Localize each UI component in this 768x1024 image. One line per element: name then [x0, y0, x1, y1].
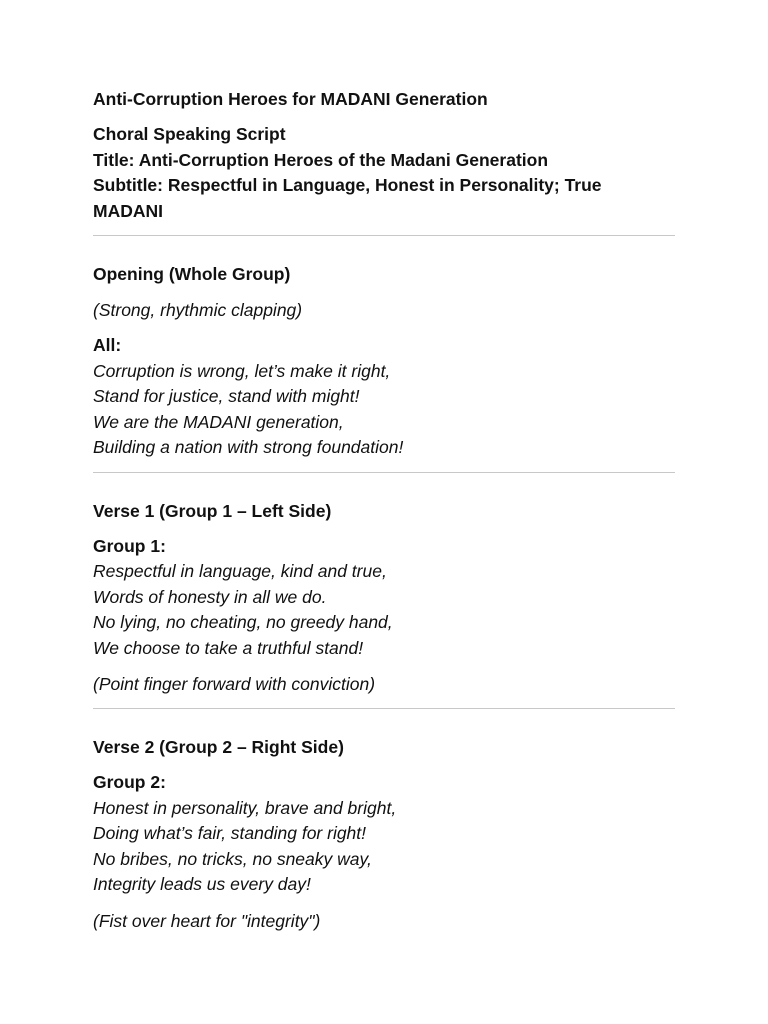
speaker-label: All:: [93, 335, 122, 355]
section-divider: [93, 708, 675, 709]
verse-line: No bribes, no tricks, no sneaky way,: [93, 848, 372, 869]
verse-line: No lying, no cheating, no greedy hand,: [93, 612, 393, 632]
verse-line: Doing what’s fair, standing for right!: [93, 823, 367, 843]
verse-line: We choose to take a truthful stand!: [93, 637, 364, 658]
section-divider: [93, 235, 675, 236]
script-subtitle: Subtitle: Respectful in Language, Honest in Personality; True MADANI: [93, 175, 602, 221]
speaker-label: Group 2:: [93, 772, 166, 792]
stage-direction: (Point finger forward with conviction): [93, 674, 376, 694]
script-type-label: Choral Speaking Script: [93, 124, 286, 144]
verse-line: Building a nation with strong foundation!: [93, 437, 404, 457]
verse-line: Honest in personality, brave and bright,: [93, 797, 397, 818]
section-opening: [93, 261, 675, 461]
section-heading: Verse 1 (Group 1 – Left Side): [93, 500, 332, 521]
section-verse-2: [93, 734, 675, 934]
verse-line: Integrity leads us every day!: [93, 874, 311, 894]
section-heading: Opening (Whole Group): [93, 264, 291, 284]
document-title: Anti-Corruption Heroes for MADANI Generation: [93, 89, 488, 109]
section-divider: [93, 472, 675, 473]
stage-direction: (Strong, rhythmic clapping): [93, 300, 303, 320]
verse-line: We are the MADANI generation,: [93, 411, 344, 432]
stage-direction: (Fist over heart for "integrity"): [93, 910, 321, 931]
verse-line: Stand for justice, stand with might!: [93, 386, 360, 406]
section-heading: Verse 2 (Group 2 – Right Side): [93, 737, 344, 757]
verse-line: Words of honesty in all we do.: [93, 586, 327, 607]
verse-line: Respectful in language, kind and true,: [93, 561, 387, 581]
script-title: Title: Anti-Corruption Heroes of the Madani Generation: [93, 149, 549, 170]
document-page: [93, 86, 675, 934]
verse-line: Corruption is wrong, let’s make it right,: [93, 360, 391, 381]
section-verse-1: [93, 498, 675, 698]
script-header: [93, 122, 675, 224]
speaker-label: Group 1:: [93, 535, 166, 556]
